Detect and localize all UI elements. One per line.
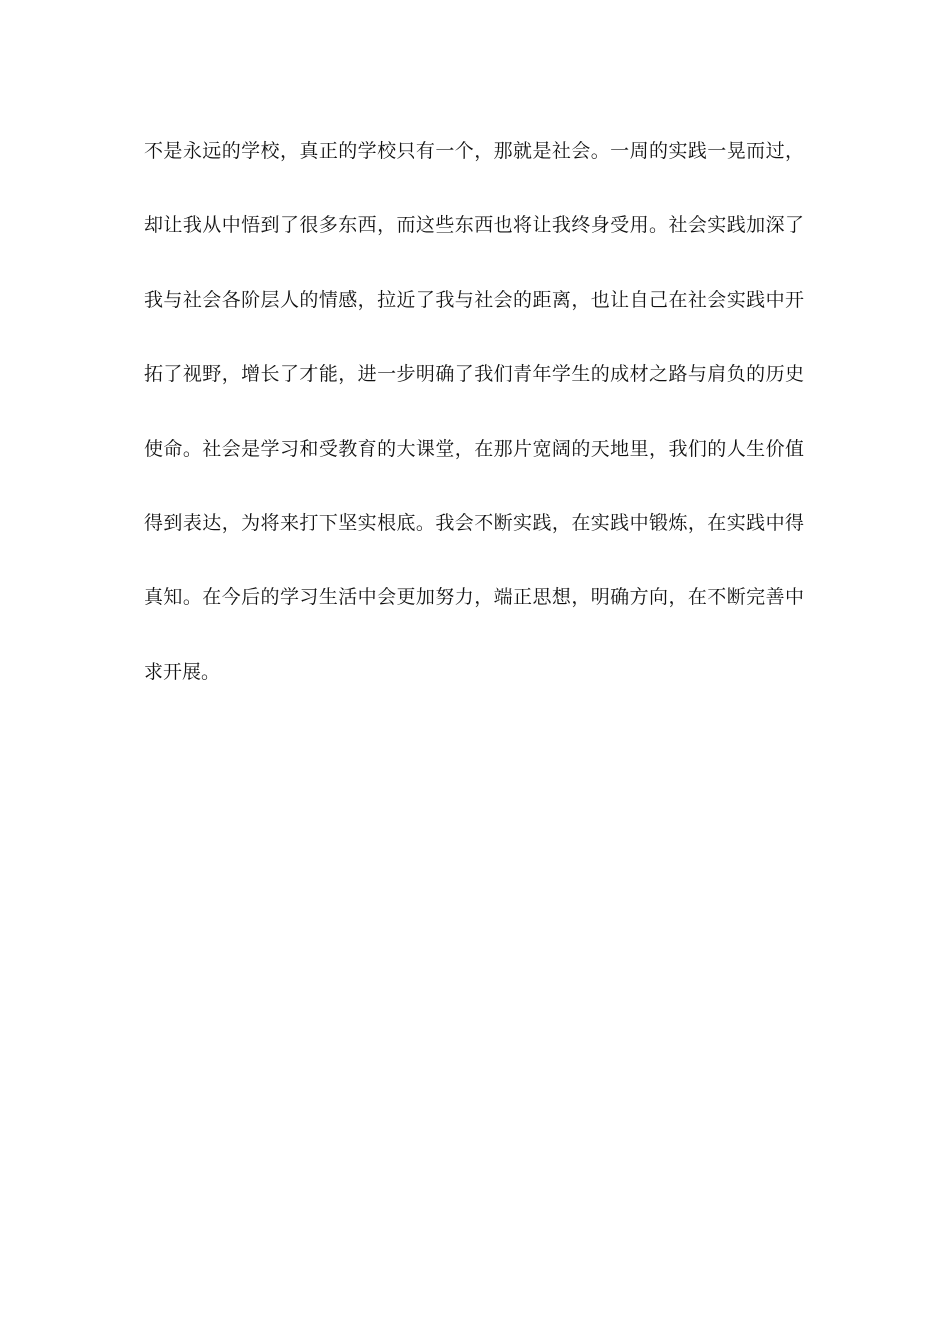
text-line-8: 求开展。 bbox=[144, 660, 221, 683]
text-line-3: 我与社会各阶层人的情感，拉近了我与社会的距离，也让自己在社会实践中开 bbox=[144, 288, 804, 311]
text-line-1: 不是永远的学校，真正的学校只有一个，那就是社会。一周的实践一晃而过， bbox=[144, 140, 804, 162]
text-line-7: 真知。在今后的学习生活中会更加努力，端正思想，明确方向，在不断完善中 bbox=[144, 586, 804, 609]
text-line-2: 却让我从中悟到了很多东西，而这些东西也将让我终身受用。社会实践加深了 bbox=[144, 214, 804, 237]
text-line-6: 得到表达，为将来打下坚实根底。我会不断实践，在实践中锻炼，在实践中得 bbox=[144, 511, 804, 534]
text-line-4: 拓了视野，增长了才能，进一步明确了我们青年学生的成材之路与肩负的历史 bbox=[144, 363, 804, 386]
body-paragraph bbox=[144, 133, 804, 728]
text-line-5: 使命。社会是学习和受教育的大课堂，在那片宽阔的天地里，我们的人生价值 bbox=[144, 437, 804, 460]
